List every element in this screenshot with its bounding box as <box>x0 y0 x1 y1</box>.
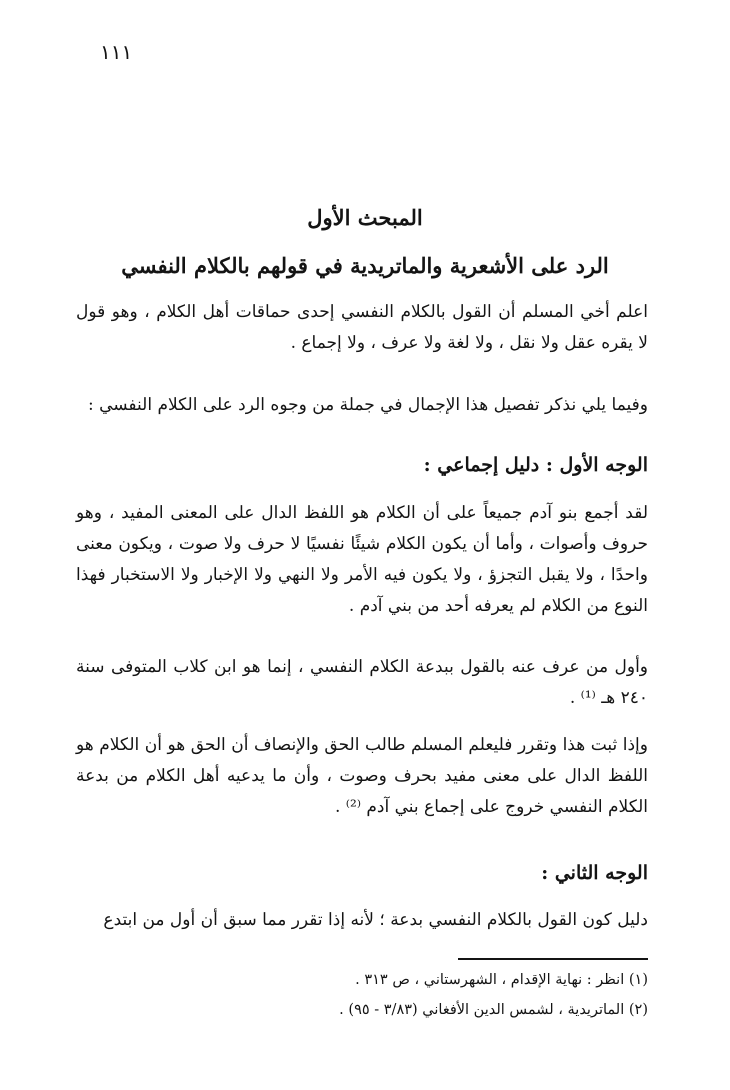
intro-paragraph: اعلم أخي المسلم أن القول بالكلام النفسي إحدى حماقات أهل الكلام ، وهو قول لا يقره عقل ولا نقل ، ولا لغة ولا عرف ، ولا إجماع . <box>76 302 648 353</box>
section-subtitle: الرد على الأشعرية والماتريدية في قولهم بالكلام النفسي <box>121 253 609 278</box>
aspect-one-paragraph-3: وإذا ثبت هذا وتقرر فليعلم المسلم طالب الحق والإنصاف أن الحق هو أن الكلام هو اللفظ الدال على معنى مفيد بحرف وصوت ، وأن ما يدعيه أهل الكلام من بدعة الكلام النفسي خروج على إجماع بني آدم ⁽²⁾ . <box>76 735 648 817</box>
aspect-one-paragraph-2: وأول من عرف عنه بالقول ببدعة الكلام النفسي ، إنما هو ابن كلاب المتوفى سنة ٢٤٠ هـ ⁽¹⁾ . <box>76 657 648 708</box>
page-number: ١١١ <box>100 40 133 64</box>
footnote-1: (١) انظر : نهاية الإقدام ، الشهرستاني ، ص ٣١٣ . <box>355 972 648 988</box>
aspect-two-heading: الوجه الثاني : <box>541 862 648 884</box>
aspect-one-heading: الوجه الأول : دليل إجماعي : <box>423 454 648 476</box>
aspect-two-paragraph-1: دليل كون القول بالكلام النفسي بدعة ؛ لأنه إذا تقرر مما سبق أن أول من ابتدع <box>103 910 648 930</box>
footnote-separator <box>458 958 648 960</box>
section-title: المبحث الأول <box>307 205 423 230</box>
aspect-one-paragraph-1: لقد أجمع بنو آدم جميعاً على أن الكلام هو اللفظ الدال على المعنى المفيد ، وهو حروف وأصوات ، وأما أن يكون الكلام شيئًا نفسيًا لا حرف ولا صوت ، ويكون معنى واحدًا ، ولا يقبل التجزؤ ، ولا يكون فيه الأمر ولا النهي ولا الإخبار ولا الاستخبار فهذا النوع من الكلام لم يعرفه أحد من بني آدم . <box>76 503 648 616</box>
footnote-2: (٢) الماتريدية ، لشمس الدين الأفغاني (٣/٨٣ - ٩٥) . <box>339 1002 648 1018</box>
lead-in-paragraph: وفيما يلي نذكر تفصيل هذا الإجمال في جملة من وجوه الرد على الكلام النفسي : <box>87 395 648 415</box>
